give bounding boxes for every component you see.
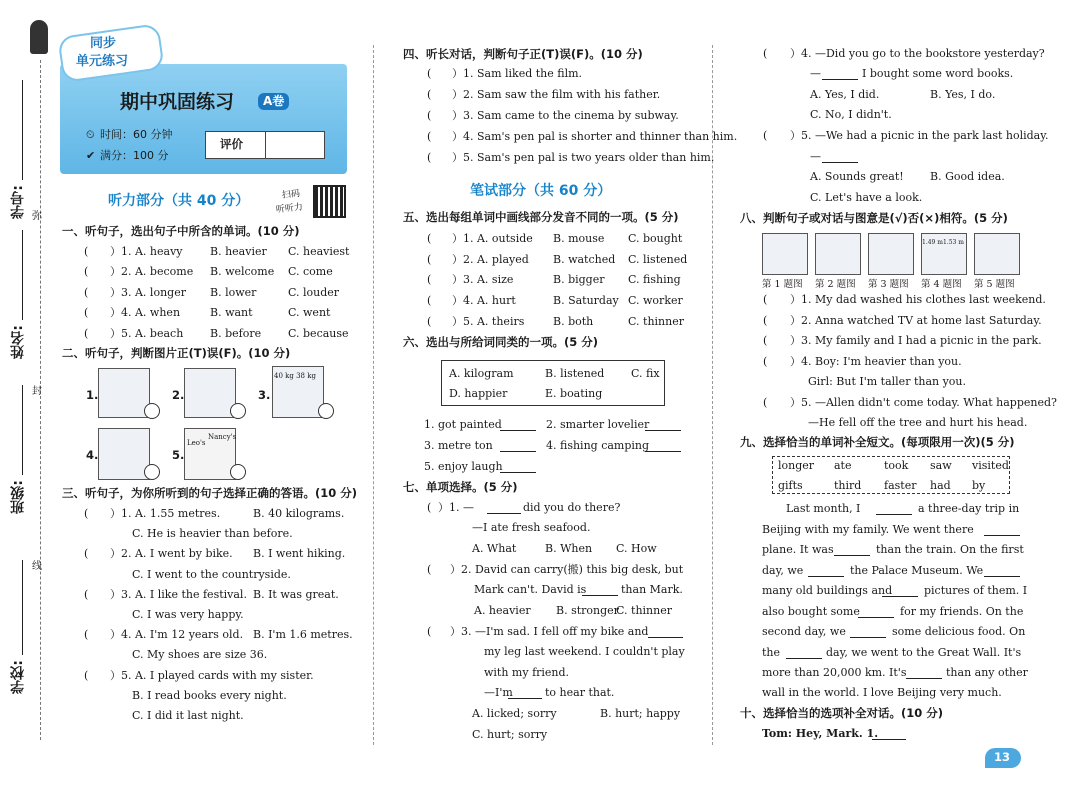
q1-option-a: ）5. A. beach [110, 327, 184, 340]
scan-text-1: 扫码 [281, 189, 301, 201]
q3-option-a: ）2. A. I went by bike. [110, 547, 233, 560]
q3-option-c: C. I went to the countryside. [132, 568, 291, 581]
q5-option-a: ）1. A. outside [452, 232, 533, 245]
q4-item: ）4. Sam's pen pal is shorter and thinner than him. [452, 130, 738, 143]
evaluation-label: 评价 [220, 137, 243, 151]
page-number: 13 [994, 750, 1011, 764]
q6-item: 3. metre ton [424, 439, 493, 452]
q2-num: 4. [86, 448, 99, 462]
q6-item: 5. enjoy laugh [424, 460, 503, 473]
q9-passage: plane. It was [762, 543, 834, 556]
q9-blank[interactable] [808, 566, 844, 577]
q6-word: E. boating [545, 387, 603, 400]
q9-passage: than the train. On the first [876, 543, 1024, 556]
q3-option-c: C. He is heavier than before. [132, 527, 293, 540]
q9-blank[interactable] [876, 504, 912, 515]
q1-bracket[interactable]: ( [84, 245, 89, 258]
q9-blank[interactable] [984, 525, 1020, 536]
school-label: 学校: [10, 660, 26, 694]
q1-option-a: ）3. A. longer [110, 286, 186, 299]
q3-option-b: B. I went hiking. [253, 547, 346, 560]
q5-option-a: ）3. A. size [452, 273, 514, 286]
q5-option-c: C. thinner [628, 315, 684, 328]
q7-question: ）1. — [438, 501, 474, 514]
q2-picture [98, 428, 150, 480]
q9-passage: day, we went to the Great Wall. It's [826, 646, 1022, 659]
q3-option-b: B. I'm 1.6 metres. [253, 628, 353, 641]
q9-blank[interactable] [850, 627, 886, 638]
q7-question: did you do there? [523, 501, 621, 514]
q7-option-a: A. licked; sorry [472, 707, 557, 720]
q5-option-a: ）2. A. played [452, 253, 529, 266]
q6-answer-blank[interactable] [500, 462, 536, 473]
q1-option-c: C. louder [288, 286, 340, 299]
listening-section-title: 听力部分（共 40 分） [108, 193, 250, 209]
q5-option-c: C. worker [628, 294, 683, 307]
q10-title: 十、选择恰当的选项补全对话。(10 分) [740, 706, 944, 720]
q7-question: to hear that. [545, 686, 615, 699]
shoe-label-leo: Leo's [187, 439, 206, 447]
q7-bracket[interactable]: ( [763, 129, 768, 142]
weight-label: 40 kg 38 kg [274, 372, 316, 380]
q7-bracket[interactable]: ( [427, 501, 432, 514]
q8-item: Girl: But I'm taller than you. [808, 375, 967, 388]
q7-question: ）2. David can carry(搬) this big desk, but [450, 563, 684, 576]
q7-question: than Mark. [621, 583, 683, 596]
q3-option-a: ）4. A. I'm 12 years old. [110, 628, 244, 641]
q7-option-b: B. stronger [556, 604, 619, 617]
q6-answer-blank[interactable] [500, 441, 536, 452]
q7-option-a: A. heavier [474, 604, 531, 617]
height-label: 1.53 m [943, 239, 964, 246]
q1-option-b: B. want [210, 306, 253, 319]
q7-option-c: C. No, I didn't. [810, 108, 892, 121]
q7-option-a: A. Yes, I did. [810, 88, 880, 101]
q1-title: 一、听句子，选出句子中所含的单词。(10 分) [62, 224, 300, 238]
q9-blank[interactable] [858, 607, 894, 618]
q1-bracket[interactable]: ( [84, 306, 89, 319]
q8-item: ）5. —Allen didn't come today. What happened? [790, 396, 1057, 409]
q9-passage: wall in the world. I love Beijing very much. [762, 686, 1002, 699]
evaluation-box-divider [265, 131, 266, 159]
q5-option-b: B. mouse [553, 232, 605, 245]
q4-bracket[interactable]: ( [427, 130, 432, 143]
q9-passage: the Palace Museum. We [850, 564, 984, 577]
q1-option-c: C. heaviest [288, 245, 350, 258]
q4-item: ）3. Sam came to the cinema by subway. [452, 109, 679, 122]
q3-option-c: C. I did it last night. [132, 709, 244, 722]
q5-bracket[interactable]: ( [427, 253, 432, 266]
q7-option-c: C. thinner [616, 604, 672, 617]
paper-version-badge: A卷 [258, 93, 289, 110]
q7-question: — [810, 150, 821, 163]
q2-answer-circle[interactable] [230, 464, 246, 480]
q1-bracket[interactable]: ( [84, 327, 89, 340]
rocket-icon [30, 20, 48, 54]
class-label: 班级: [10, 480, 26, 514]
q9-word: saw [930, 459, 952, 472]
q3-option-c: C. I was very happy. [132, 608, 244, 621]
exam-time: 时间：60 分钟 [100, 128, 173, 141]
shoe-label-nancy: Nancy's [208, 433, 237, 441]
q4-item: ）2. Sam saw the film with his father. [452, 88, 661, 101]
q9-word: visited [972, 459, 1009, 472]
q2-answer-circle[interactable] [318, 403, 334, 419]
name-line [22, 230, 23, 320]
full-score: 满分：100 分 [100, 149, 169, 162]
q1-option-b: B. before [210, 327, 262, 340]
q8-item: —He fell off the tree and hurt his head. [808, 416, 1028, 429]
q9-passage: more than 20,000 km. It's [762, 666, 907, 679]
q8-item: ）4. Boy: I'm heavier than you. [790, 355, 962, 368]
q6-item: 2. smarter lovelier [546, 418, 650, 431]
q2-num: 1. [86, 388, 99, 402]
q9-word: faster [884, 479, 917, 492]
q5-bracket[interactable]: ( [427, 273, 432, 286]
q3-bracket[interactable]: ( [84, 588, 89, 601]
q4-bracket[interactable]: ( [427, 88, 432, 101]
q3-option-a: ）3. A. I like the festival. [110, 588, 247, 601]
q2-answer-circle[interactable] [144, 403, 160, 419]
q6-word: C. fix [631, 367, 660, 380]
q4-item: ）5. Sam's pen pal is two years older than him. [452, 151, 715, 164]
q1-option-b: B. heavier [210, 245, 267, 258]
q6-word: A. kilogram [449, 367, 514, 380]
q2-answer-circle[interactable] [144, 464, 160, 480]
q5-option-a: ）4. A. hurt [452, 294, 516, 307]
q3-bracket[interactable]: ( [84, 669, 89, 682]
q7-question: ）3. —I'm sad. I fell off my bike and [450, 625, 649, 638]
school-line [22, 560, 23, 655]
q4-bracket[interactable]: ( [427, 151, 432, 164]
q3-option-c: C. My shoes are size 36. [132, 648, 268, 661]
q8-bracket[interactable]: ( [763, 355, 768, 368]
binding-xian: 线 [32, 561, 42, 572]
q6-word: D. happier [449, 387, 508, 400]
number-line [22, 80, 23, 180]
q1-bracket[interactable]: ( [84, 286, 89, 299]
q2-picture [98, 368, 150, 418]
writing-section-title: 笔试部分（共 60 分） [470, 183, 612, 199]
q6-answer-blank[interactable] [645, 441, 681, 452]
q9-passage: many old buildings and [762, 584, 893, 597]
q5-title: 五、选出每组单词中画线部分发音不同的一项。(5 分) [403, 210, 679, 224]
q5-option-b: B. bigger [553, 273, 605, 286]
q1-option-a: ）1. A. heavy [110, 245, 183, 258]
q9-passage: a three-day trip in [918, 502, 1020, 515]
q9-passage: the [762, 646, 781, 659]
q9-blank[interactable] [834, 545, 870, 556]
q1-option-c: C. come [288, 265, 333, 278]
q7-blank[interactable] [487, 503, 521, 514]
q7-bracket[interactable]: ( [763, 47, 768, 60]
q8-picture-caption: 第 5 题图 [974, 279, 1015, 290]
q9-passage: Last month, I [786, 502, 861, 515]
binding-line [40, 60, 41, 740]
q9-word: ate [834, 459, 852, 472]
q1-option-c: C. went [288, 306, 331, 319]
q8-picture-caption: 第 1 题图 [762, 279, 803, 290]
q7-bracket[interactable]: ( [427, 563, 432, 576]
q9-passage: also bought some [762, 605, 860, 618]
q3-option-a: ）5. A. I played cards with my sister. [110, 669, 314, 682]
q2-answer-circle[interactable] [230, 403, 246, 419]
q8-picture [974, 233, 1020, 275]
class-line [22, 385, 23, 475]
q1-option-a: ）4. A. when [110, 306, 181, 319]
q3-option-a: ）1. A. 1.55 metres. [110, 507, 221, 520]
name-label: 姓名: [10, 325, 26, 359]
page-title: 期中巩固练习 [120, 91, 235, 113]
q1-bracket[interactable]: ( [84, 265, 89, 278]
q5-option-b: B. both [553, 315, 594, 328]
q4-item: ）1. Sam liked the film. [452, 67, 583, 80]
q9-passage: some delicious food. On [892, 625, 1026, 638]
q4-title: 四、听长对话，判断句子正(T)误(F)。(10 分) [403, 47, 643, 61]
q9-blank[interactable] [882, 586, 918, 597]
q5-bracket[interactable]: ( [427, 232, 432, 245]
q2-num: 2. [172, 388, 185, 402]
column-divider [373, 45, 374, 745]
q3-bracket[interactable]: ( [84, 507, 89, 520]
q2-title: 二、听句子，判断图片正(T)误(F)。(10 分) [62, 346, 291, 360]
q7-question: with my friend. [484, 666, 570, 679]
q9-word: longer [778, 459, 815, 472]
q7-question: Mark can't. David is [474, 583, 587, 596]
check-icon: ✔ [86, 149, 96, 162]
clock-icon: ⏲ [86, 128, 95, 141]
q8-picture [868, 233, 914, 275]
badge-text-1: 同步 [90, 36, 117, 51]
q2-num: 5. [172, 448, 185, 462]
q9-passage: pictures of them. I [924, 584, 1028, 597]
q9-title: 九、选择恰当的单词补全短文。(每项限用一次)(5 分) [740, 435, 1015, 449]
q3-option-b: B. I read books every night. [132, 689, 287, 702]
height-label: 1.49 m [922, 239, 943, 246]
q7-question: — [810, 67, 821, 80]
q7-blank[interactable] [822, 152, 858, 163]
q8-bracket[interactable]: ( [763, 334, 768, 347]
q7-option-b: B. When [545, 542, 593, 555]
qr-code[interactable] [313, 185, 346, 218]
q4-bracket[interactable]: ( [427, 67, 432, 80]
q6-word: B. listened [545, 367, 605, 380]
q7-option-b: B. hurt; happy [600, 707, 681, 720]
q5-option-b: B. Saturday [553, 294, 619, 307]
q1-option-b: B. welcome [210, 265, 275, 278]
q9-blank[interactable] [984, 566, 1020, 577]
q8-bracket[interactable]: ( [763, 396, 768, 409]
q8-item: ）1. My dad washed his clothes last weekend. [790, 293, 1046, 306]
q7-bracket[interactable]: ( [427, 625, 432, 638]
q6-title: 六、选出与所给词同类的一项。(5 分) [403, 335, 599, 349]
q5-option-c: C. listened [628, 253, 688, 266]
q4-bracket[interactable]: ( [427, 109, 432, 122]
q7-option-b: B. Yes, I do. [930, 88, 996, 101]
q9-word: by [972, 479, 986, 492]
scan-text-2: 听听力 [275, 202, 304, 216]
q7-option-a: A. Sounds great! [810, 170, 904, 183]
q7-blank[interactable] [822, 69, 858, 80]
q7-option-c: C. Let's have a look. [810, 191, 923, 204]
q8-picture-caption: 第 3 题图 [868, 279, 909, 290]
q8-picture-caption: 第 2 题图 [815, 279, 856, 290]
q7-option-b: B. Good idea. [930, 170, 1005, 183]
q7-question: my leg last weekend. I couldn't play [484, 645, 685, 658]
q7-option-c: C. hurt; sorry [472, 728, 548, 741]
q1-option-c: C. because [288, 327, 349, 340]
q7-question: ）4. —Did you go to the bookstore yesterday? [790, 47, 1045, 60]
q3-title: 三、听句子，为你所听到的句子选择正确的答语。(10 分) [62, 486, 358, 500]
q8-bracket[interactable]: ( [763, 314, 768, 327]
q8-item: ）2. Anna watched TV at home last Saturday. [790, 314, 1042, 327]
q7-blank[interactable] [582, 585, 618, 596]
q9-blank[interactable] [786, 648, 822, 659]
q9-passage: than any other [946, 666, 1028, 679]
q9-passage: for my friends. On the [900, 605, 1024, 618]
q5-option-b: B. watched [553, 253, 616, 266]
q7-title: 七、单项选择。(5 分) [403, 480, 518, 494]
q7-blank[interactable] [508, 688, 542, 699]
q10-blank[interactable] [872, 729, 906, 740]
q8-title: 八、判断句子或对话与图意是(√)否(×)相符。(5 分) [740, 211, 1008, 225]
q7-question: —I'm [484, 686, 513, 699]
column-divider [712, 45, 713, 745]
q5-bracket[interactable]: ( [427, 294, 432, 307]
q7-option-c: C. How [616, 542, 657, 555]
q9-passage: Beijing with my family. We went there [762, 523, 974, 536]
q8-picture [815, 233, 861, 275]
badge-text-2: 单元练习 [76, 54, 129, 69]
q6-answer-blank[interactable] [645, 420, 681, 431]
q7-question: —I ate fresh seafood. [472, 521, 591, 534]
q1-option-a: ）2. A. become [110, 265, 194, 278]
q8-item: ）3. My family and I had a picnic in the park. [790, 334, 1042, 347]
q6-item: 4. fishing camping [546, 439, 650, 452]
binding-feng: 封 [32, 386, 42, 397]
q3-bracket[interactable]: ( [84, 547, 89, 560]
q5-option-a: ）5. A. theirs [452, 315, 525, 328]
q10-dialogue: Tom: Hey, Mark. 1. [762, 727, 879, 740]
q3-option-b: B. 40 kilograms. [253, 507, 345, 520]
q8-picture-caption: 第 4 题图 [921, 279, 962, 290]
q3-bracket[interactable]: ( [84, 628, 89, 641]
q9-word: gifts [778, 479, 803, 492]
q9-blank[interactable] [906, 668, 942, 679]
q6-item: 1. got painted [424, 418, 502, 431]
q3-option-b: B. It was great. [253, 588, 339, 601]
q7-question: I bought some word books. [862, 67, 1014, 80]
q6-answer-blank[interactable] [500, 420, 536, 431]
number-label: 学号: [10, 185, 26, 219]
q7-question: ）5. —We had a picnic in the park last holiday. [790, 129, 1049, 142]
q2-picture [184, 368, 236, 418]
q9-word: took [884, 459, 909, 472]
binding-mi: 弥 [32, 211, 42, 222]
q5-option-c: C. bought [628, 232, 683, 245]
q5-option-c: C. fishing [628, 273, 681, 286]
q7-option-a: A. What [472, 542, 517, 555]
q1-option-b: B. lower [210, 286, 257, 299]
q9-passage: second day, we [762, 625, 846, 638]
q2-num: 3. [258, 388, 271, 402]
q9-passage: day, we [762, 564, 804, 577]
q7-blank[interactable] [648, 627, 683, 638]
q5-bracket[interactable]: ( [427, 315, 432, 328]
q9-word: third [834, 479, 862, 492]
q9-word: had [930, 479, 951, 492]
q8-bracket[interactable]: ( [763, 293, 768, 306]
q8-picture [762, 233, 808, 275]
